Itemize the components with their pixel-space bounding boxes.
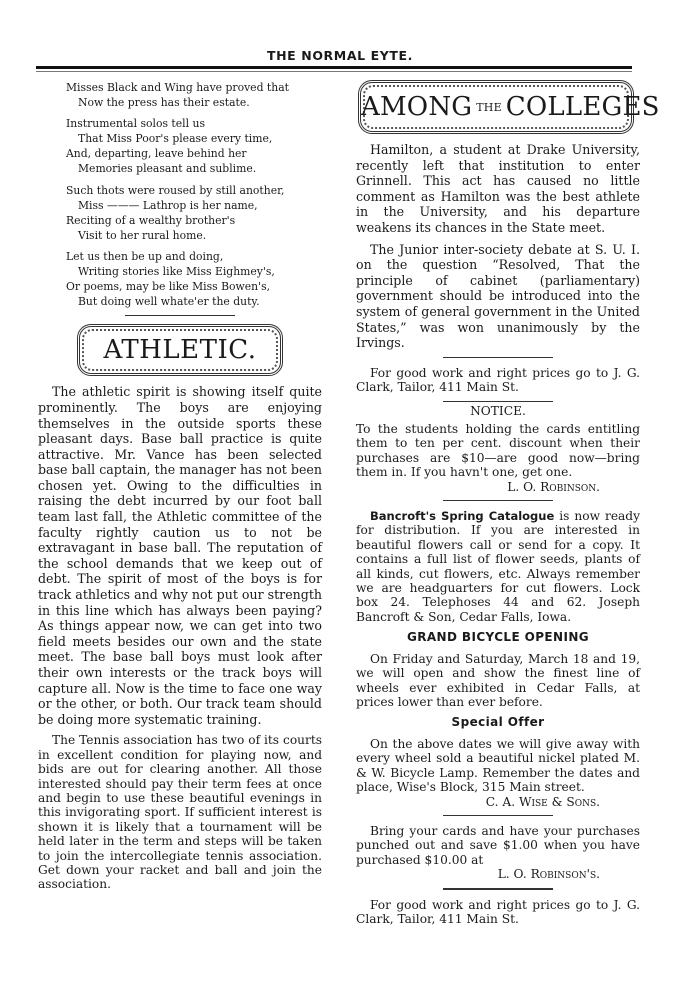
masthead-title: THE NORMAL EYTE. [266,48,414,63]
special-offer-body: On the above dates we will give away with every wheel sold a beautiful nickel plated M. & W. Bicycle Lamp. Remember the dates and place, Wise's Block, 315 Main street. [356,737,640,795]
bicycle-title: GRAND BICYCLE OPENING [406,630,590,645]
colleges-heading [361,83,660,132]
left-column [38,80,322,898]
notice-signature: L. O. Robinson. [507,479,600,494]
poem-line: Such thots were roused by still another, [66,183,285,197]
poem-line: Memories pleasant and sublime. [78,162,257,176]
section-divider [443,401,553,402]
tennis-paragraph: The Tennis association has two of its courts in excellent condition for playing now, and bids are out for clearing another. All those interested should pay their term fees at once and begin to use these beautiful evenings in this invigorating sport. If sufficient interest is shown it is likely that a tournament will be held later in the term and steps will be taken to join the intercollegiate tennis association. Get down your racket and ball and join the association. [38,733,322,892]
clark-ad-repeat: For good work and right prices go to J. G. Clark, Tailor, 411 Main St. [356,897,640,927]
colleges-heading-frame [358,80,660,134]
section-divider [443,815,553,816]
notice-title: NOTICE. [470,403,526,418]
section-divider [125,315,235,316]
colleges-heading-word: COLLEGES [505,92,660,122]
notice-body: To the students holding the cards entitling them to ten per cent. discount when their purchases are $10—are good now—bring them in. If you havn't one, get one. [356,421,640,480]
poem-line: Writing stories like Miss Eighmey's, [78,265,275,279]
poem-line: That Miss Poor's please every time, [78,132,273,146]
poem-line: Miss ——— Lathrop is her name, [78,198,258,212]
poem [38,80,322,309]
masthead-rule [36,66,632,69]
poem-line: Visit to her rural home. [78,228,207,242]
bancroft-title: Bancroft's Spring Catalogue [370,508,555,523]
debate-paragraph: The Junior inter-society debate at S. U. I. on the question “Resolved, That the principle of cabinet (parliamentary) government should be introduced into the system of general government in the United States,” was won unanimously by the Irvings. [356,241,640,351]
section-divider [443,357,553,358]
bancroft-body: is now ready for distribution. If you are interested in beautiful flowers call or send for a copy. It contains a full list of flower seeds, plants of all kinds, cut flowers, etc. Always remember we are headguarters for cut flowers. Lock box 24. Telephoses 44 and 62. Joseph Bancroft & Son, Cedar Falls, Iowa. [356,508,640,624]
colleges-heading-word: AMONG [361,92,473,122]
poem-line: But doing well whate'er the duty. [78,295,260,309]
robinson-ad: Bring your cards and have your purchases punched out and save $1.00 when you have purchased $10.00 at [356,824,640,867]
athletic-heading: ATHLETIC. [103,335,257,366]
robinson-signature: L. O. Robinson's. [497,867,600,882]
masthead-rule-thin [36,71,632,72]
poem-line: And, departing, leave behind her [66,147,247,161]
poem-line: Now the press has their estate. [78,96,250,110]
poem-stanza [66,80,322,110]
clark-ad: For good work and right prices go to J. G. Clark, Tailor, 411 Main St. [356,365,640,395]
poem-line: Instrumental solos tell us [66,117,205,131]
special-offer-title: Special Offer [451,715,545,730]
hamilton-paragraph: Hamilton, a student at Drake University, recently left that institution to enter Grinnell. This act has caused no little comment as Hamilton was the best athlete in the University, and his departure weakens its chances in the State meet. [356,142,640,235]
section-divider [443,888,553,890]
special-offer-signature: C. A. Wise & Sons. [485,794,600,809]
colleges-heading-the: THE [476,101,502,114]
poem-stanza [66,183,322,243]
poem-line: Reciting of a wealthy brother's [66,213,236,227]
athletic-heading-frame [77,324,283,376]
section-divider [443,500,553,501]
bicycle-body: On Friday and Saturday, March 18 and 19, we will open and show the finest line of wheels ever exhibited in Cedar Falls, at prices lower than ever before. [356,651,640,710]
poem-stanza [66,116,322,176]
right-column [356,80,660,933]
poem-line: Or poems, may be like Miss Bowen's, [66,280,271,294]
bancroft-ad [356,509,640,624]
athletic-paragraph: The athletic spirit is showing itself quite prominently. The boys are enjoying themselves in the outside sports these pleasant days. Base ball practice is quite attractive. Mr. Vance has been selected base ball captain, the manager has not been chosen yet. Owing to the difficulties in raising the debt incurred by our foot ball team last fall, the Athletic committee of the faculty rightly caution us to not be extravagant in base ball. The reputation of the school demands that we keep out of debt. The spirit of most of the boys is for track athletics and why not put our strength in this line which has always been paying? As things appear now, we can get into two field meets besides our own and the state meet. The base ball boys must look after their own interests or the track boys will capture all. Now is the time to face one way or the other, or both. Our track team should be doing more systematic training. [38,384,322,727]
poem-line: Let us then be up and doing, [66,249,224,263]
poem-stanza [66,249,322,309]
poem-line: Misses Black and Wing have proved that [66,81,289,94]
